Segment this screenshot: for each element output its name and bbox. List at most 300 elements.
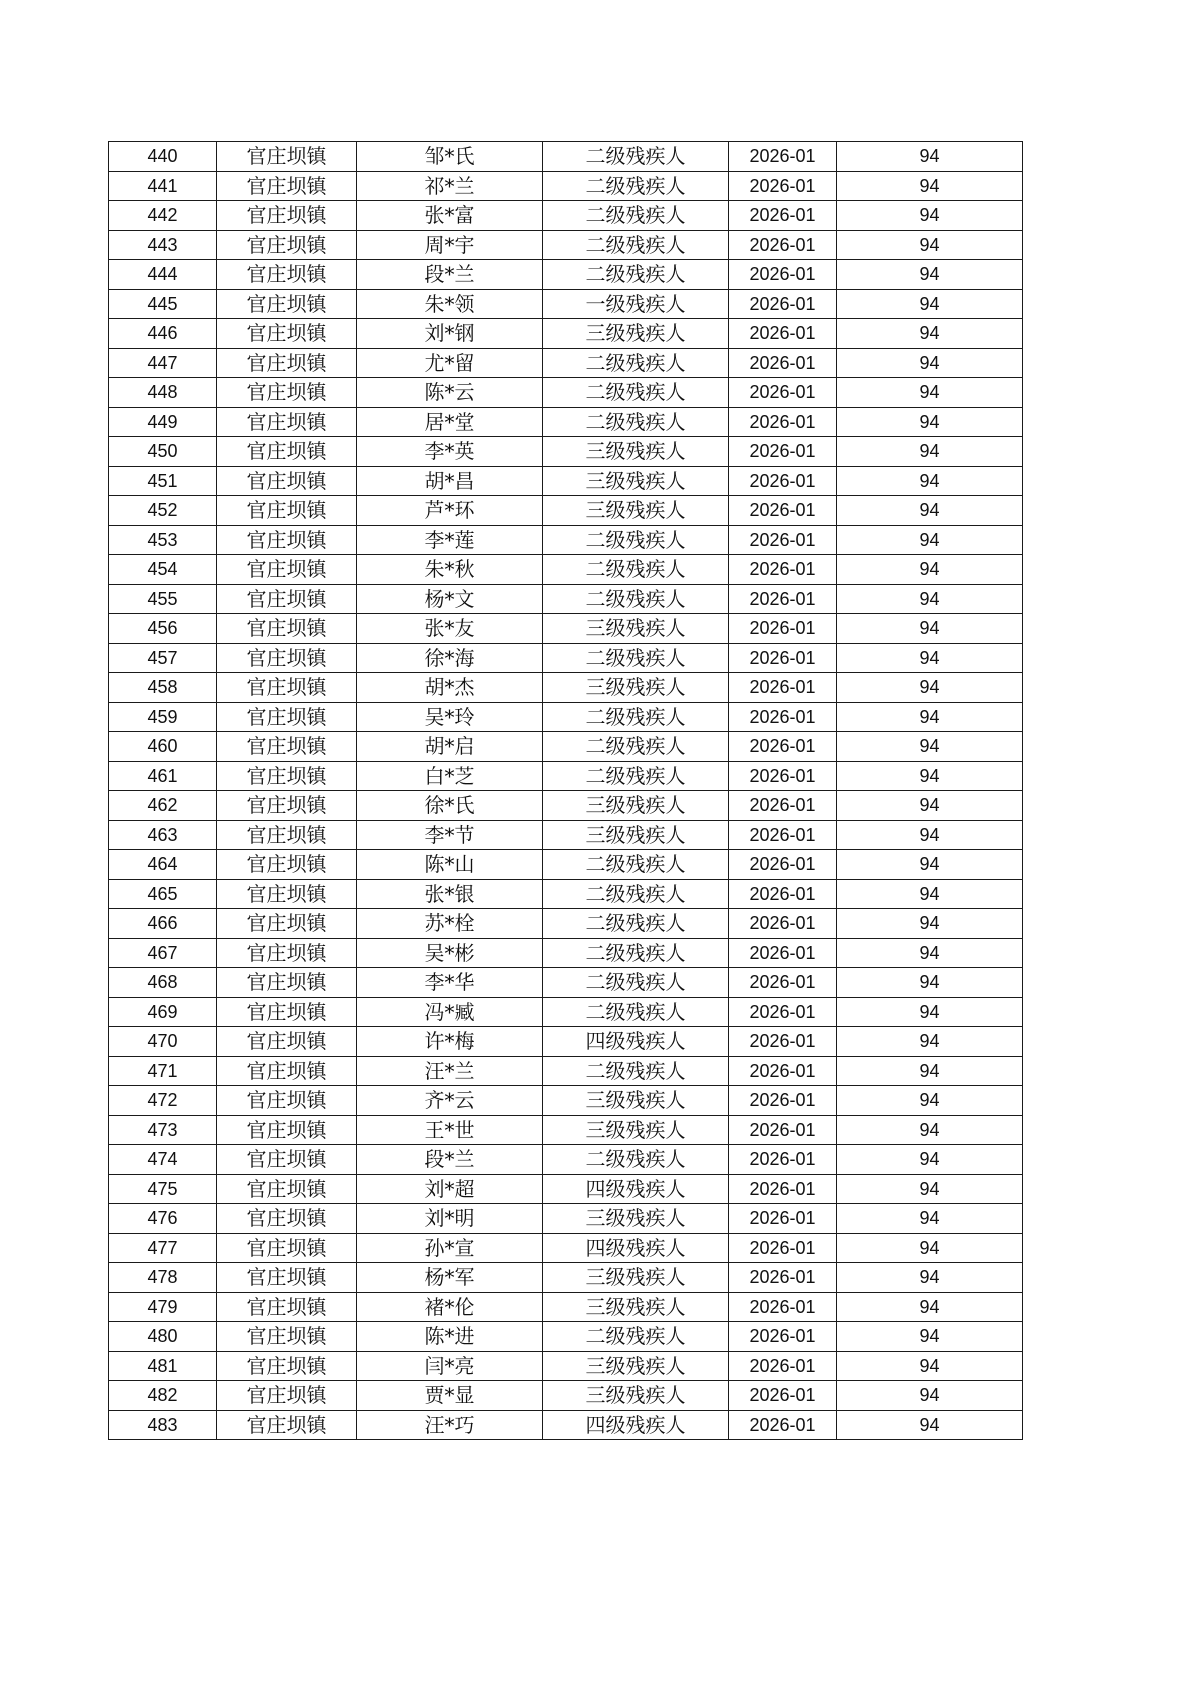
cell-amount: 94 bbox=[837, 171, 1023, 201]
cell-serial-number: 480 bbox=[109, 1322, 217, 1352]
cell-disability-level: 三级残疾人 bbox=[543, 437, 729, 467]
cell-period: 2026-01 bbox=[729, 142, 837, 172]
cell-period: 2026-01 bbox=[729, 850, 837, 880]
cell-person-name: 朱*领 bbox=[357, 289, 543, 319]
table-row bbox=[109, 1174, 1023, 1204]
cell-amount: 94 bbox=[837, 1174, 1023, 1204]
cell-serial-number: 450 bbox=[109, 437, 217, 467]
cell-period: 2026-01 bbox=[729, 230, 837, 260]
cell-person-name: 张*富 bbox=[357, 201, 543, 231]
cell-town: 官庄坝镇 bbox=[217, 1233, 357, 1263]
cell-disability-level: 二级残疾人 bbox=[543, 407, 729, 437]
cell-person-name: 李*节 bbox=[357, 820, 543, 850]
cell-town: 官庄坝镇 bbox=[217, 1381, 357, 1411]
cell-period: 2026-01 bbox=[729, 879, 837, 909]
table-row bbox=[109, 289, 1023, 319]
cell-person-name: 胡*昌 bbox=[357, 466, 543, 496]
cell-person-name: 邹*氏 bbox=[357, 142, 543, 172]
cell-disability-level: 二级残疾人 bbox=[543, 378, 729, 408]
table-row bbox=[109, 968, 1023, 998]
cell-person-name: 居*堂 bbox=[357, 407, 543, 437]
cell-amount: 94 bbox=[837, 938, 1023, 968]
cell-serial-number: 468 bbox=[109, 968, 217, 998]
cell-town: 官庄坝镇 bbox=[217, 1292, 357, 1322]
cell-serial-number: 452 bbox=[109, 496, 217, 526]
cell-amount: 94 bbox=[837, 673, 1023, 703]
cell-serial-number: 462 bbox=[109, 791, 217, 821]
cell-town: 官庄坝镇 bbox=[217, 702, 357, 732]
cell-period: 2026-01 bbox=[729, 1410, 837, 1440]
cell-serial-number: 459 bbox=[109, 702, 217, 732]
cell-disability-level: 二级残疾人 bbox=[543, 938, 729, 968]
cell-disability-level: 二级残疾人 bbox=[543, 171, 729, 201]
cell-disability-level: 三级残疾人 bbox=[543, 1351, 729, 1381]
cell-amount: 94 bbox=[837, 1027, 1023, 1057]
cell-serial-number: 481 bbox=[109, 1351, 217, 1381]
table-row bbox=[109, 1381, 1023, 1411]
cell-amount: 94 bbox=[837, 761, 1023, 791]
cell-period: 2026-01 bbox=[729, 1174, 837, 1204]
cell-serial-number: 460 bbox=[109, 732, 217, 762]
cell-town: 官庄坝镇 bbox=[217, 171, 357, 201]
cell-serial-number: 461 bbox=[109, 761, 217, 791]
cell-amount: 94 bbox=[837, 1145, 1023, 1175]
cell-amount: 94 bbox=[837, 319, 1023, 349]
cell-person-name: 芦*环 bbox=[357, 496, 543, 526]
cell-person-name: 徐*海 bbox=[357, 643, 543, 673]
table-row bbox=[109, 702, 1023, 732]
cell-amount: 94 bbox=[837, 614, 1023, 644]
cell-disability-level: 三级残疾人 bbox=[543, 791, 729, 821]
cell-person-name: 白*芝 bbox=[357, 761, 543, 791]
cell-serial-number: 463 bbox=[109, 820, 217, 850]
cell-amount: 94 bbox=[837, 1086, 1023, 1116]
cell-town: 官庄坝镇 bbox=[217, 673, 357, 703]
cell-amount: 94 bbox=[837, 378, 1023, 408]
cell-town: 官庄坝镇 bbox=[217, 791, 357, 821]
cell-town: 官庄坝镇 bbox=[217, 1322, 357, 1352]
cell-disability-level: 三级残疾人 bbox=[543, 1381, 729, 1411]
cell-serial-number: 457 bbox=[109, 643, 217, 673]
cell-amount: 94 bbox=[837, 496, 1023, 526]
cell-disability-level: 二级残疾人 bbox=[543, 850, 729, 880]
cell-period: 2026-01 bbox=[729, 496, 837, 526]
cell-period: 2026-01 bbox=[729, 614, 837, 644]
table-row bbox=[109, 466, 1023, 496]
cell-period: 2026-01 bbox=[729, 702, 837, 732]
cell-period: 2026-01 bbox=[729, 761, 837, 791]
cell-period: 2026-01 bbox=[729, 1204, 837, 1234]
cell-person-name: 李*华 bbox=[357, 968, 543, 998]
cell-amount: 94 bbox=[837, 1381, 1023, 1411]
table-row bbox=[109, 1115, 1023, 1145]
cell-town: 官庄坝镇 bbox=[217, 525, 357, 555]
cell-person-name: 徐*氏 bbox=[357, 791, 543, 821]
cell-person-name: 李*莲 bbox=[357, 525, 543, 555]
cell-amount: 94 bbox=[837, 201, 1023, 231]
cell-person-name: 杨*军 bbox=[357, 1263, 543, 1293]
cell-person-name: 祁*兰 bbox=[357, 171, 543, 201]
cell-town: 官庄坝镇 bbox=[217, 201, 357, 231]
cell-town: 官庄坝镇 bbox=[217, 1263, 357, 1293]
cell-person-name: 陈*进 bbox=[357, 1322, 543, 1352]
cell-disability-level: 四级残疾人 bbox=[543, 1174, 729, 1204]
cell-disability-level: 三级残疾人 bbox=[543, 496, 729, 526]
cell-serial-number: 451 bbox=[109, 466, 217, 496]
cell-amount: 94 bbox=[837, 1292, 1023, 1322]
cell-amount: 94 bbox=[837, 1410, 1023, 1440]
table-row bbox=[109, 1322, 1023, 1352]
cell-person-name: 汪*巧 bbox=[357, 1410, 543, 1440]
cell-amount: 94 bbox=[837, 555, 1023, 585]
cell-person-name: 冯*臧 bbox=[357, 997, 543, 1027]
cell-serial-number: 440 bbox=[109, 142, 217, 172]
cell-disability-level: 四级残疾人 bbox=[543, 1233, 729, 1263]
cell-period: 2026-01 bbox=[729, 466, 837, 496]
cell-disability-level: 二级残疾人 bbox=[543, 968, 729, 998]
cell-disability-level: 四级残疾人 bbox=[543, 1027, 729, 1057]
table-row bbox=[109, 319, 1023, 349]
cell-person-name: 吴*彬 bbox=[357, 938, 543, 968]
cell-serial-number: 455 bbox=[109, 584, 217, 614]
table-row bbox=[109, 791, 1023, 821]
cell-period: 2026-01 bbox=[729, 1086, 837, 1116]
cell-person-name: 张*友 bbox=[357, 614, 543, 644]
cell-period: 2026-01 bbox=[729, 732, 837, 762]
cell-person-name: 齐*云 bbox=[357, 1086, 543, 1116]
table-row bbox=[109, 1145, 1023, 1175]
cell-period: 2026-01 bbox=[729, 348, 837, 378]
cell-period: 2026-01 bbox=[729, 1027, 837, 1057]
cell-serial-number: 448 bbox=[109, 378, 217, 408]
cell-disability-level: 二级残疾人 bbox=[543, 643, 729, 673]
cell-town: 官庄坝镇 bbox=[217, 142, 357, 172]
cell-disability-level: 二级残疾人 bbox=[543, 201, 729, 231]
cell-period: 2026-01 bbox=[729, 1292, 837, 1322]
cell-period: 2026-01 bbox=[729, 171, 837, 201]
cell-serial-number: 445 bbox=[109, 289, 217, 319]
cell-serial-number: 482 bbox=[109, 1381, 217, 1411]
cell-person-name: 汪*兰 bbox=[357, 1056, 543, 1086]
cell-amount: 94 bbox=[837, 643, 1023, 673]
cell-disability-level: 二级残疾人 bbox=[543, 909, 729, 939]
cell-town: 官庄坝镇 bbox=[217, 1056, 357, 1086]
cell-period: 2026-01 bbox=[729, 1322, 837, 1352]
cell-disability-level: 三级残疾人 bbox=[543, 466, 729, 496]
cell-amount: 94 bbox=[837, 702, 1023, 732]
table-row bbox=[109, 230, 1023, 260]
cell-amount: 94 bbox=[837, 1204, 1023, 1234]
cell-period: 2026-01 bbox=[729, 1263, 837, 1293]
cell-town: 官庄坝镇 bbox=[217, 289, 357, 319]
cell-person-name: 胡*启 bbox=[357, 732, 543, 762]
cell-person-name: 贾*显 bbox=[357, 1381, 543, 1411]
cell-amount: 94 bbox=[837, 466, 1023, 496]
cell-serial-number: 443 bbox=[109, 230, 217, 260]
cell-town: 官庄坝镇 bbox=[217, 968, 357, 998]
cell-period: 2026-01 bbox=[729, 260, 837, 290]
table-row bbox=[109, 879, 1023, 909]
cell-disability-level: 三级残疾人 bbox=[543, 319, 729, 349]
cell-town: 官庄坝镇 bbox=[217, 230, 357, 260]
cell-amount: 94 bbox=[837, 584, 1023, 614]
cell-amount: 94 bbox=[837, 997, 1023, 1027]
cell-town: 官庄坝镇 bbox=[217, 260, 357, 290]
cell-person-name: 周*宇 bbox=[357, 230, 543, 260]
cell-serial-number: 446 bbox=[109, 319, 217, 349]
cell-period: 2026-01 bbox=[729, 407, 837, 437]
table-row bbox=[109, 761, 1023, 791]
cell-disability-level: 三级残疾人 bbox=[543, 673, 729, 703]
cell-town: 官庄坝镇 bbox=[217, 348, 357, 378]
cell-amount: 94 bbox=[837, 1263, 1023, 1293]
table-row bbox=[109, 1292, 1023, 1322]
table-row bbox=[109, 555, 1023, 585]
table-row bbox=[109, 1351, 1023, 1381]
cell-amount: 94 bbox=[837, 230, 1023, 260]
cell-period: 2026-01 bbox=[729, 555, 837, 585]
cell-disability-level: 三级残疾人 bbox=[543, 820, 729, 850]
table-row bbox=[109, 1086, 1023, 1116]
table-row bbox=[109, 260, 1023, 290]
cell-period: 2026-01 bbox=[729, 437, 837, 467]
cell-amount: 94 bbox=[837, 1115, 1023, 1145]
cell-disability-level: 二级残疾人 bbox=[543, 1322, 729, 1352]
cell-serial-number: 475 bbox=[109, 1174, 217, 1204]
cell-disability-level: 二级残疾人 bbox=[543, 555, 729, 585]
cell-period: 2026-01 bbox=[729, 584, 837, 614]
table-row bbox=[109, 348, 1023, 378]
cell-person-name: 刘*明 bbox=[357, 1204, 543, 1234]
cell-town: 官庄坝镇 bbox=[217, 909, 357, 939]
table-row bbox=[109, 407, 1023, 437]
cell-town: 官庄坝镇 bbox=[217, 1204, 357, 1234]
cell-disability-level: 三级残疾人 bbox=[543, 1263, 729, 1293]
cell-period: 2026-01 bbox=[729, 319, 837, 349]
cell-person-name: 陈*云 bbox=[357, 378, 543, 408]
cell-disability-level: 二级残疾人 bbox=[543, 702, 729, 732]
cell-period: 2026-01 bbox=[729, 1233, 837, 1263]
table-row bbox=[109, 1027, 1023, 1057]
cell-period: 2026-01 bbox=[729, 997, 837, 1027]
cell-serial-number: 464 bbox=[109, 850, 217, 880]
cell-amount: 94 bbox=[837, 820, 1023, 850]
cell-amount: 94 bbox=[837, 1233, 1023, 1263]
table-row bbox=[109, 1263, 1023, 1293]
table-row bbox=[109, 142, 1023, 172]
cell-town: 官庄坝镇 bbox=[217, 1086, 357, 1116]
cell-serial-number: 447 bbox=[109, 348, 217, 378]
cell-period: 2026-01 bbox=[729, 791, 837, 821]
cell-period: 2026-01 bbox=[729, 820, 837, 850]
cell-disability-level: 二级残疾人 bbox=[543, 230, 729, 260]
cell-serial-number: 471 bbox=[109, 1056, 217, 1086]
cell-town: 官庄坝镇 bbox=[217, 378, 357, 408]
cell-town: 官庄坝镇 bbox=[217, 850, 357, 880]
cell-serial-number: 477 bbox=[109, 1233, 217, 1263]
cell-disability-level: 一级残疾人 bbox=[543, 289, 729, 319]
cell-amount: 94 bbox=[837, 260, 1023, 290]
cell-serial-number: 470 bbox=[109, 1027, 217, 1057]
cell-person-name: 朱*秋 bbox=[357, 555, 543, 585]
cell-amount: 94 bbox=[837, 1351, 1023, 1381]
cell-person-name: 许*梅 bbox=[357, 1027, 543, 1057]
cell-disability-level: 二级残疾人 bbox=[543, 1145, 729, 1175]
cell-serial-number: 469 bbox=[109, 997, 217, 1027]
cell-disability-level: 三级残疾人 bbox=[543, 1115, 729, 1145]
cell-serial-number: 454 bbox=[109, 555, 217, 585]
cell-amount: 94 bbox=[837, 732, 1023, 762]
cell-amount: 94 bbox=[837, 1322, 1023, 1352]
cell-town: 官庄坝镇 bbox=[217, 584, 357, 614]
cell-period: 2026-01 bbox=[729, 378, 837, 408]
cell-serial-number: 456 bbox=[109, 614, 217, 644]
cell-period: 2026-01 bbox=[729, 643, 837, 673]
cell-town: 官庄坝镇 bbox=[217, 1027, 357, 1057]
cell-town: 官庄坝镇 bbox=[217, 938, 357, 968]
cell-amount: 94 bbox=[837, 968, 1023, 998]
cell-serial-number: 478 bbox=[109, 1263, 217, 1293]
cell-serial-number: 473 bbox=[109, 1115, 217, 1145]
cell-town: 官庄坝镇 bbox=[217, 496, 357, 526]
table-row bbox=[109, 437, 1023, 467]
cell-town: 官庄坝镇 bbox=[217, 732, 357, 762]
cell-amount: 94 bbox=[837, 525, 1023, 555]
cell-town: 官庄坝镇 bbox=[217, 1145, 357, 1175]
cell-disability-level: 三级残疾人 bbox=[543, 614, 729, 644]
cell-person-name: 胡*杰 bbox=[357, 673, 543, 703]
cell-period: 2026-01 bbox=[729, 525, 837, 555]
cell-town: 官庄坝镇 bbox=[217, 1410, 357, 1440]
cell-person-name: 孙*宣 bbox=[357, 1233, 543, 1263]
cell-person-name: 王*世 bbox=[357, 1115, 543, 1145]
cell-town: 官庄坝镇 bbox=[217, 879, 357, 909]
table-row bbox=[109, 614, 1023, 644]
cell-amount: 94 bbox=[837, 407, 1023, 437]
cell-period: 2026-01 bbox=[729, 1056, 837, 1086]
cell-period: 2026-01 bbox=[729, 968, 837, 998]
cell-period: 2026-01 bbox=[729, 201, 837, 231]
cell-serial-number: 453 bbox=[109, 525, 217, 555]
table-row bbox=[109, 997, 1023, 1027]
cell-person-name: 苏*栓 bbox=[357, 909, 543, 939]
cell-town: 官庄坝镇 bbox=[217, 761, 357, 791]
cell-town: 官庄坝镇 bbox=[217, 1115, 357, 1145]
cell-disability-level: 二级残疾人 bbox=[543, 879, 729, 909]
cell-person-name: 陈*山 bbox=[357, 850, 543, 880]
cell-disability-level: 二级残疾人 bbox=[543, 761, 729, 791]
cell-person-name: 李*英 bbox=[357, 437, 543, 467]
cell-serial-number: 449 bbox=[109, 407, 217, 437]
cell-serial-number: 476 bbox=[109, 1204, 217, 1234]
cell-person-name: 闫*亮 bbox=[357, 1351, 543, 1381]
table-row bbox=[109, 584, 1023, 614]
cell-serial-number: 467 bbox=[109, 938, 217, 968]
cell-serial-number: 441 bbox=[109, 171, 217, 201]
cell-serial-number: 472 bbox=[109, 1086, 217, 1116]
cell-period: 2026-01 bbox=[729, 673, 837, 703]
cell-disability-level: 二级残疾人 bbox=[543, 525, 729, 555]
table-row bbox=[109, 378, 1023, 408]
cell-disability-level: 二级残疾人 bbox=[543, 1056, 729, 1086]
cell-serial-number: 442 bbox=[109, 201, 217, 231]
table-row bbox=[109, 673, 1023, 703]
cell-period: 2026-01 bbox=[729, 938, 837, 968]
cell-serial-number: 465 bbox=[109, 879, 217, 909]
cell-serial-number: 474 bbox=[109, 1145, 217, 1175]
cell-town: 官庄坝镇 bbox=[217, 643, 357, 673]
cell-amount: 94 bbox=[837, 791, 1023, 821]
cell-town: 官庄坝镇 bbox=[217, 614, 357, 644]
cell-period: 2026-01 bbox=[729, 1381, 837, 1411]
table-row bbox=[109, 1410, 1023, 1440]
cell-disability-level: 二级残疾人 bbox=[543, 260, 729, 290]
cell-disability-level: 四级残疾人 bbox=[543, 1410, 729, 1440]
cell-town: 官庄坝镇 bbox=[217, 555, 357, 585]
cell-disability-level: 三级残疾人 bbox=[543, 1292, 729, 1322]
table-row bbox=[109, 1233, 1023, 1263]
table-row bbox=[109, 1204, 1023, 1234]
subsidy-table bbox=[108, 141, 1023, 1440]
cell-person-name: 段*兰 bbox=[357, 1145, 543, 1175]
cell-town: 官庄坝镇 bbox=[217, 437, 357, 467]
cell-disability-level: 三级残疾人 bbox=[543, 1204, 729, 1234]
cell-serial-number: 444 bbox=[109, 260, 217, 290]
table-row bbox=[109, 850, 1023, 880]
cell-serial-number: 458 bbox=[109, 673, 217, 703]
table-row bbox=[109, 201, 1023, 231]
cell-disability-level: 二级残疾人 bbox=[543, 348, 729, 378]
table-row bbox=[109, 643, 1023, 673]
cell-period: 2026-01 bbox=[729, 289, 837, 319]
cell-serial-number: 483 bbox=[109, 1410, 217, 1440]
cell-town: 官庄坝镇 bbox=[217, 997, 357, 1027]
table-row bbox=[109, 938, 1023, 968]
cell-period: 2026-01 bbox=[729, 1351, 837, 1381]
cell-town: 官庄坝镇 bbox=[217, 319, 357, 349]
table-row bbox=[109, 525, 1023, 555]
cell-town: 官庄坝镇 bbox=[217, 407, 357, 437]
cell-amount: 94 bbox=[837, 909, 1023, 939]
table-row bbox=[109, 496, 1023, 526]
cell-period: 2026-01 bbox=[729, 1145, 837, 1175]
cell-amount: 94 bbox=[837, 142, 1023, 172]
cell-amount: 94 bbox=[837, 1056, 1023, 1086]
cell-person-name: 杨*文 bbox=[357, 584, 543, 614]
cell-amount: 94 bbox=[837, 289, 1023, 319]
cell-amount: 94 bbox=[837, 437, 1023, 467]
table-body bbox=[109, 142, 1023, 1440]
cell-disability-level: 二级残疾人 bbox=[543, 732, 729, 762]
cell-amount: 94 bbox=[837, 348, 1023, 378]
cell-serial-number: 466 bbox=[109, 909, 217, 939]
cell-town: 官庄坝镇 bbox=[217, 466, 357, 496]
cell-period: 2026-01 bbox=[729, 909, 837, 939]
cell-person-name: 刘*超 bbox=[357, 1174, 543, 1204]
cell-person-name: 吴*玲 bbox=[357, 702, 543, 732]
cell-person-name: 褚*伦 bbox=[357, 1292, 543, 1322]
cell-person-name: 尤*留 bbox=[357, 348, 543, 378]
cell-serial-number: 479 bbox=[109, 1292, 217, 1322]
cell-town: 官庄坝镇 bbox=[217, 1174, 357, 1204]
cell-disability-level: 二级残疾人 bbox=[543, 142, 729, 172]
table-row bbox=[109, 171, 1023, 201]
cell-disability-level: 二级残疾人 bbox=[543, 584, 729, 614]
table-row bbox=[109, 909, 1023, 939]
cell-disability-level: 三级残疾人 bbox=[543, 1086, 729, 1116]
cell-person-name: 段*兰 bbox=[357, 260, 543, 290]
cell-town: 官庄坝镇 bbox=[217, 1351, 357, 1381]
